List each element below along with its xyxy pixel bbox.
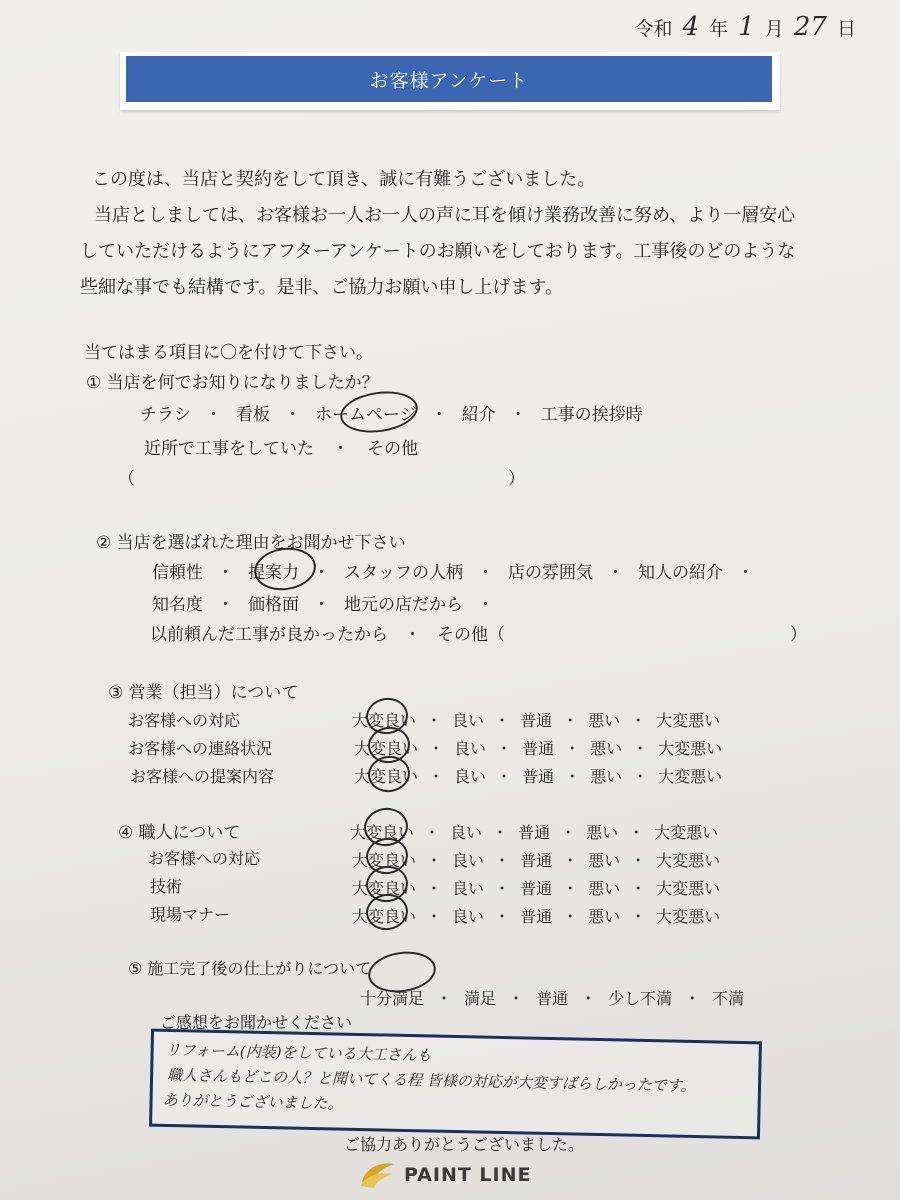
intro-text [80, 162, 870, 306]
instruction-text: 当てはまる項目に〇を付けて下さい。 [84, 343, 373, 363]
rating-option[interactable]: 良い [452, 851, 485, 870]
rating-option[interactable]: 大変悪い [656, 711, 721, 730]
rating-option[interactable]: 大変良い [352, 851, 417, 870]
rating-option[interactable]: 大変良い [350, 823, 415, 842]
q3-rating-row: 大変良い ・ 良い ・ 普通 ・ 悪い ・ 大変悪い [352, 708, 720, 731]
q5-title: ⑤ 施工完了後の仕上がりについて [128, 959, 372, 978]
feedback-title: ご感想をお聞かせください [160, 1013, 353, 1032]
date-era: 令和 [634, 18, 673, 40]
rating-option[interactable]: 大変良い [352, 711, 417, 730]
rating-option[interactable]: 大変良い [354, 767, 419, 786]
rating-option[interactable]: 大変悪い [656, 879, 721, 898]
date-year: 4 [682, 12, 700, 42]
rating-option[interactable]: 普通 [522, 739, 555, 758]
q3-item-label: お客様への連絡状況 [128, 739, 273, 758]
q2-option[interactable]: 価格面 [248, 595, 299, 615]
q5-option[interactable]: 十分満足 [360, 989, 425, 1008]
rating-option[interactable]: 良い [452, 907, 485, 926]
q1-option[interactable]: ホームページ [315, 405, 417, 425]
rating-option[interactable]: 良い [452, 711, 485, 730]
q2-option[interactable]: 知人の紹介 [638, 563, 723, 583]
q1-options-row-2: 近所で工事をしていた ・ その他 [144, 434, 418, 459]
q4-rating-row: 大変良い ・ 良い ・ 普通 ・ 悪い ・ 大変悪い [352, 848, 720, 871]
rating-option[interactable]: 普通 [518, 823, 551, 842]
q4-rating-row: 大変良い ・ 良い ・ 普通 ・ 悪い ・ 大変悪い [352, 904, 720, 927]
rating-option[interactable]: 大変良い [352, 879, 417, 898]
rating-option[interactable]: 普通 [520, 879, 553, 898]
q2-option[interactable]: 信頼性 [152, 563, 203, 583]
rating-option[interactable]: 大変良い [352, 907, 417, 926]
q5-option[interactable]: 普通 [536, 989, 569, 1008]
paint-line-logo-icon [358, 1160, 396, 1190]
intro-line-3: していただけるようにアフターアンケートのお願いをしております。工事後のどのような [80, 241, 796, 262]
q2-option[interactable]: 知名度 [152, 595, 203, 615]
q4-rating-row: 大変良い ・ 良い ・ 普通 ・ 悪い ・ 大変悪い [350, 820, 718, 843]
q2-option[interactable]: 店の雰囲気 [508, 563, 593, 583]
feedback-line-3: ありがとうございました。 [162, 1090, 343, 1113]
date-day: 27 [793, 12, 827, 42]
q3-item-label: お客様への提案内容 [130, 767, 275, 786]
q1-title: ① 当店を何でお知りになりましたか？ [86, 373, 379, 393]
rating-option[interactable]: 悪い [590, 767, 623, 786]
rating-option[interactable]: 大変悪い [658, 767, 723, 786]
thanks-text: ご協力ありがとうございました。 [344, 1135, 585, 1154]
logo-text: PAINT LINE [404, 1164, 532, 1186]
q1-option[interactable]: 看板 [236, 405, 270, 425]
q3-item-label: お客様への対応 [128, 711, 241, 730]
date-month-unit: 月 [764, 18, 784, 40]
q1-option[interactable]: チラシ [140, 405, 191, 425]
date-year-unit: 年 [709, 18, 729, 40]
q1-option[interactable]: 紹介 [461, 405, 496, 425]
q4-item-label: お客様への対応 [148, 849, 261, 868]
q2-options-row-3: 以前頼んだ工事が良かったから ・ その他（ [150, 620, 505, 645]
q1-other-close: ） [508, 469, 525, 489]
q2-title: ② 当店を選ばれた理由をお聞かせ下さい [96, 533, 406, 553]
q4-rating-row: 大変良い ・ 良い ・ 普通 ・ 悪い ・ 大変悪い [352, 876, 720, 899]
q1-option[interactable]: 近所で工事をしていた [144, 439, 314, 459]
rating-option[interactable]: 良い [454, 767, 487, 786]
date-day-unit: 日 [836, 18, 856, 40]
q5-option[interactable]: 少し不満 [608, 989, 673, 1008]
intro-line-4: 些細な事でも結構です。是非、ご協力お願い申し上げます。 [80, 277, 564, 298]
q4-item-label: 現場マナー [150, 905, 231, 924]
q1-other-open: （ [118, 469, 135, 489]
q3-rating-row: 大変良い ・ 良い ・ 普通 ・ 悪い ・ 大変悪い [354, 736, 722, 759]
q1-option[interactable]: その他 [367, 439, 418, 459]
rating-option[interactable]: 悪い [588, 907, 621, 926]
company-logo [358, 1160, 532, 1190]
feedback-line-2: 職人さんもどこの人？と聞いてくる程 皆様の対応が大変すばらしかったです。 [166, 1065, 696, 1096]
q4-title: ④ 職人について [118, 823, 241, 843]
rating-option[interactable]: 普通 [520, 851, 553, 870]
q2-option[interactable]: その他（ [437, 625, 505, 645]
rating-option[interactable]: 大変悪い [654, 823, 719, 842]
rating-option[interactable]: 大変良い [354, 739, 419, 758]
feedback-line-1: リフォーム(内装)をしている大工さんも [165, 1040, 432, 1065]
rating-option[interactable]: 悪い [588, 711, 621, 730]
q5-option[interactable]: 不満 [712, 989, 745, 1008]
rating-option[interactable]: 良い [450, 823, 483, 842]
q1-options-row-1: チラシ ・ 看板 ・ ホームページ ・ 紹介 ・ 工事の挨拶時 [140, 400, 643, 425]
page-title: お客様アンケート [126, 56, 772, 102]
feedback-box[interactable] [149, 1029, 762, 1140]
q2-option[interactable]: 以前頼んだ工事が良かったから [150, 625, 388, 645]
q2-options-row-1: 信頼性 ・ 提案力 ・ スタッフの人柄 ・ 店の雰囲気 ・ 知人の紹介 ・ [152, 558, 754, 583]
q5-options-row: 十分満足 ・ 満足 ・ 普通 ・ 少し不満 ・ 不満 [360, 986, 744, 1009]
q3-rating-row: 大変良い ・ 良い ・ 普通 ・ 悪い ・ 大変悪い [354, 764, 722, 787]
q4-item-label: 技術 [150, 877, 183, 896]
date-line [634, 12, 856, 42]
rating-option[interactable]: 良い [454, 739, 487, 758]
intro-line-1: この度は、当店と契約をして頂き、誠に有難うございました。 [92, 169, 596, 190]
rating-option[interactable]: 悪い [590, 739, 623, 758]
intro-line-2: 当店としましては、お客様お一人お一人の声に耳を傾け業務改善に努め、より一層安心 [94, 205, 796, 226]
title-bar [120, 52, 780, 110]
q5-option[interactable]: 満足 [464, 989, 497, 1008]
rating-option[interactable]: 普通 [522, 767, 555, 786]
rating-option[interactable]: 悪い [586, 823, 619, 842]
rating-option[interactable]: 普通 [520, 907, 553, 926]
q2-option[interactable]: 地元の店だから [344, 595, 463, 615]
rating-option[interactable]: 悪い [588, 851, 621, 870]
rating-option[interactable]: 大変悪い [656, 851, 721, 870]
q3-title: ③ 営業（担当）について [108, 683, 299, 703]
q1-option[interactable]: 工事の挨拶時 [540, 405, 643, 425]
q2-option[interactable]: 提案力 [248, 563, 299, 583]
rating-option[interactable]: 大変悪い [658, 739, 723, 758]
date-month: 1 [738, 12, 755, 42]
rating-option[interactable]: 良い [452, 879, 485, 898]
q2-option[interactable]: スタッフの人柄 [344, 563, 463, 583]
q2-options-row-2: 知名度 ・ 価格面 ・ 地元の店だから ・ [152, 590, 494, 615]
rating-option[interactable]: 普通 [520, 711, 553, 730]
rating-option[interactable]: 悪い [588, 879, 621, 898]
q2-other-close: ） [790, 625, 807, 645]
rating-option[interactable]: 大変悪い [656, 907, 721, 926]
